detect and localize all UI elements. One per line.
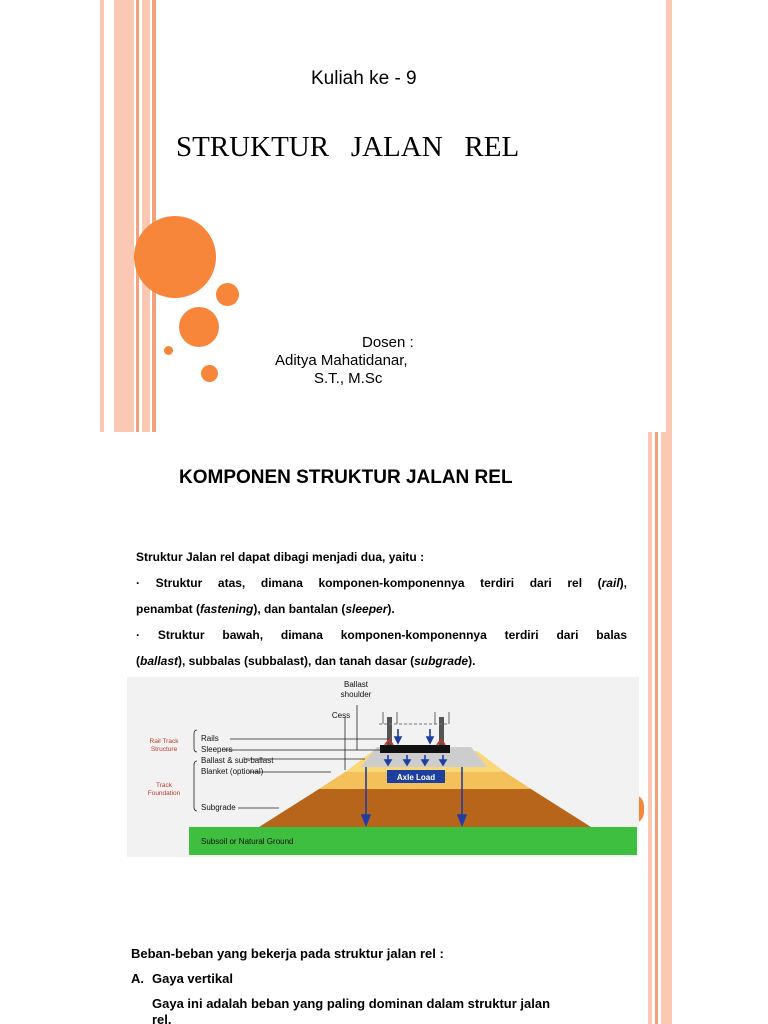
subgrade-label: Subgrade bbox=[201, 803, 236, 812]
decor-stripe bbox=[648, 432, 652, 864]
slide-body bbox=[136, 544, 627, 674]
lecturer-name: Aditya Mahatidanar, bbox=[275, 352, 408, 369]
slide-1 bbox=[100, 0, 672, 432]
blanket-label: Blanket (optional) bbox=[201, 767, 264, 776]
axle-load-label: Axle Load bbox=[396, 773, 436, 782]
decor-stripe bbox=[655, 432, 658, 864]
track-structure-diagram bbox=[127, 677, 639, 857]
ballast-shoulder-label: Ballast bbox=[343, 680, 369, 689]
subsoil-label: Subsoil or Natural Ground bbox=[201, 837, 294, 846]
decor-circle bbox=[216, 283, 239, 306]
decor-stripe bbox=[136, 0, 139, 432]
ballast-shoulder-label: shoulder bbox=[340, 690, 372, 699]
track-foundation-label: Track bbox=[155, 782, 173, 789]
bullet-upper-structure: · Struktur atas, dimana komponen-komponennya terdiri dari rel (rail), bbox=[136, 576, 627, 590]
sleeper bbox=[380, 745, 450, 753]
lecture-number: Kuliah ke - 9 bbox=[311, 68, 417, 89]
decor-circle bbox=[179, 307, 219, 347]
ballast-sub-ballast-label: Ballast & sub-ballast bbox=[201, 756, 274, 765]
slide-title: STRUKTUR JALAN REL bbox=[176, 131, 520, 163]
slide-3 bbox=[100, 864, 672, 1024]
slide-title: KOMPONEN STRUKTUR JALAN REL bbox=[179, 467, 513, 488]
decor-stripe bbox=[666, 0, 672, 432]
decor-stripe bbox=[142, 0, 150, 432]
decor-stripe bbox=[100, 0, 104, 432]
decor-stripe bbox=[152, 0, 156, 432]
rail-track-structure-label: Structure bbox=[150, 746, 178, 753]
decor-circle bbox=[164, 346, 173, 355]
decor-stripe bbox=[661, 432, 672, 864]
track-foundation-label: Foundation bbox=[147, 790, 181, 797]
rail-track-structure-label: Rail Track bbox=[149, 738, 179, 745]
lecturer-label: Dosen : bbox=[362, 334, 414, 351]
decor-stripe bbox=[661, 864, 672, 1024]
bullet-upper-structure-cont: penambat (fastening), dan bantalan (sleeper). bbox=[136, 602, 395, 616]
rails-label: Rails bbox=[201, 734, 219, 743]
item-a-label: Gaya vertikal bbox=[152, 971, 233, 986]
item-a-marker: A. bbox=[131, 971, 144, 986]
decor-stripe bbox=[114, 0, 134, 432]
decor-stripe bbox=[655, 864, 658, 1024]
cess-label: Cess bbox=[331, 711, 351, 720]
intro-text: Struktur Jalan rel dapat dibagi menjadi dua, yaitu : bbox=[136, 550, 425, 564]
loads-heading: Beban-beban yang bekerja pada struktur jalan rel : bbox=[131, 946, 444, 961]
item-a-description: Gaya ini adalah beban yang paling dominan dalam struktur jalan bbox=[152, 996, 551, 1011]
lecturer-degree: S.T., M.Sc bbox=[314, 370, 383, 387]
decor-circle-large bbox=[134, 216, 216, 298]
sleepers-label: Sleepers bbox=[201, 745, 233, 754]
bullet-lower-structure-cont: (ballast), subbalas (subbalast), dan tanah dasar (subgrade). bbox=[136, 654, 476, 668]
item-a-description-cont: rel. bbox=[152, 1012, 172, 1024]
decor-circle bbox=[201, 365, 218, 382]
decor-stripe bbox=[648, 864, 652, 1024]
slide-2 bbox=[100, 432, 672, 864]
bullet-lower-structure: · Struktur bawah, dimana komponen-komponennya terdiri dari balas bbox=[136, 628, 627, 642]
